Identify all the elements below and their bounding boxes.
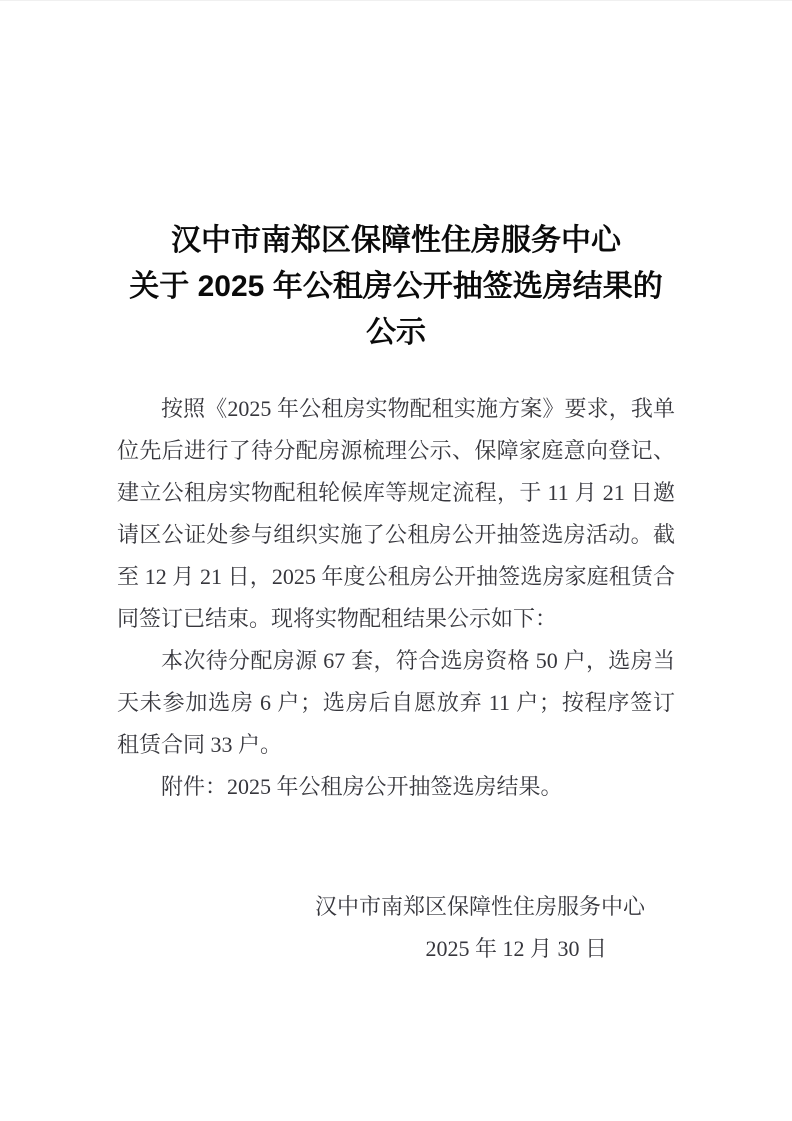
title-line-3: 公示 [366, 316, 426, 349]
signature-block [117, 886, 675, 970]
signature-date: 2025 年 12 月 30 日 [425, 936, 607, 961]
paragraph-allocation-process: 按照《2025 年公租房实物配租实施方案》要求，我单位先后进行了待分配房源梳理公示、保障家庭意向登记、建立公租房实物配租轮候库等规定流程，于 11 月 21 日邀请区公证处参与组织实施了公租房公开抽签选房活动。截至 12 月 21 日，2025 年度公租房公开抽签选房家庭租赁合同签订已结束。现将实物配租结果公示如下： [117, 396, 675, 631]
paragraph-allocation-results: 本次待分配房源 67 套，符合选房资格 50 户，选房当天未参加选房 6 户；选房后自愿放弃 11 户；按程序签订租赁合同 33 户。 [117, 648, 675, 757]
document-body [117, 388, 675, 808]
document-title [117, 218, 675, 356]
title-line-1: 汉中市南郑区保障性住房服务中心 [171, 224, 621, 257]
signature-organization: 汉中市南郑区保障性住房服务中心 [314, 894, 645, 919]
paragraph-attachment: 附件：2025 年公租房公开抽签选房结果。 [161, 774, 563, 799]
title-line-2: 关于 2025 年公租房公开抽签选房结果的 [129, 270, 663, 303]
